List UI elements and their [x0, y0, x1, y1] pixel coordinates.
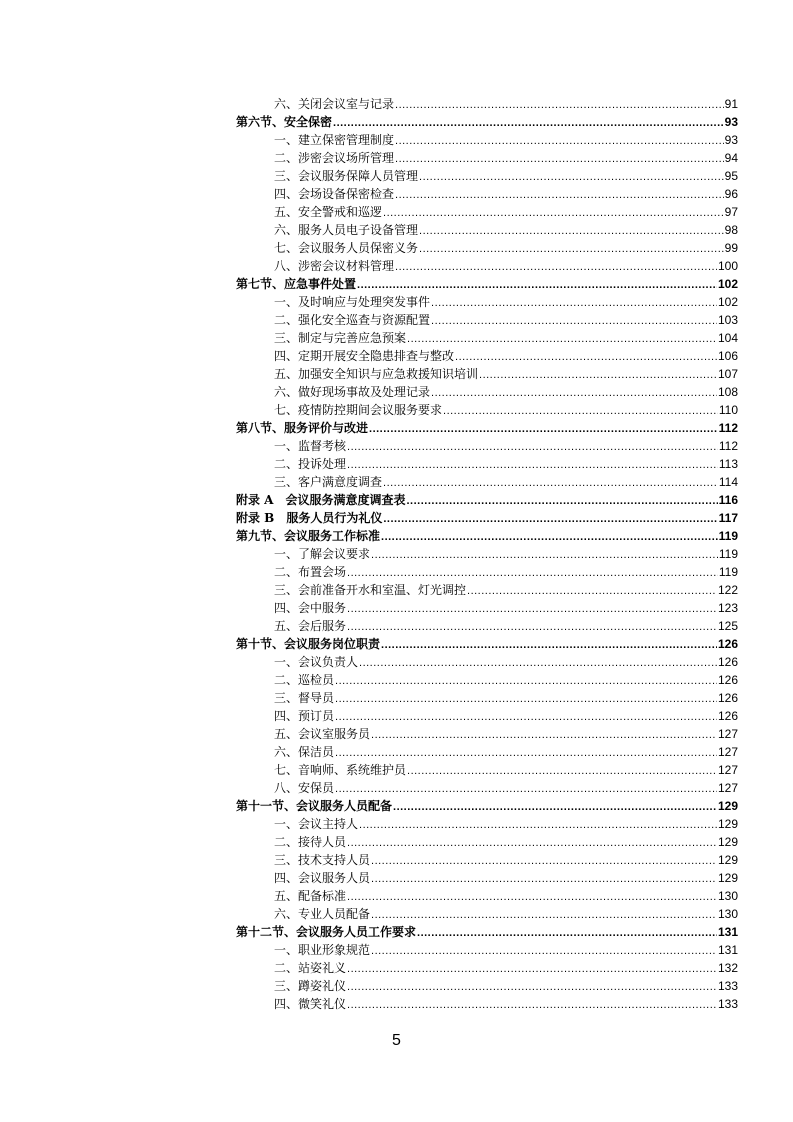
toc-entry-page: 130 — [717, 889, 738, 903]
toc-entry-label: 七、疫情防控期间会议服务要求 — [274, 403, 443, 417]
toc-section-entry[interactable] — [236, 419, 738, 437]
toc-entry-page: 132 — [717, 961, 738, 975]
toc-leader-dots — [393, 798, 717, 816]
toc-entry-label: 二、巡检员 — [274, 673, 335, 687]
toc-entry-page: 98 — [724, 223, 738, 237]
toc-leader-dots — [479, 366, 717, 384]
toc-entry-label: 四、定期开展安全隐患排查与整改 — [274, 349, 455, 363]
toc-entry-page: 91 — [724, 97, 738, 111]
toc-entry-label: 三、技术支持人员 — [274, 853, 371, 867]
toc-section-entry[interactable] — [236, 797, 738, 815]
toc-subsection-entry[interactable] — [236, 815, 738, 833]
toc-subsection-entry[interactable] — [236, 707, 738, 725]
toc-entry-label: 第十二节、会议服务人员工作要求 — [236, 925, 417, 939]
toc-entry-page: 114 — [718, 475, 738, 489]
toc-entry-page: 119 — [718, 565, 738, 579]
toc-entry-label: 六、做好现场事故及处理记录 — [274, 385, 431, 399]
toc-entry-label: 七、会议服务人员保密义务 — [274, 241, 419, 255]
page-number: 5 — [392, 1032, 401, 1049]
toc-entry-page: 106 — [717, 349, 738, 363]
toc-leader-dots — [395, 186, 724, 204]
toc-subsection-entry[interactable] — [236, 959, 738, 977]
toc-entry-page: 130 — [717, 907, 738, 921]
toc-section-entry[interactable] — [236, 527, 738, 545]
toc-subsection-entry[interactable] — [236, 203, 738, 221]
toc-entry-page: 127 — [717, 781, 738, 795]
toc-subsection-entry[interactable] — [236, 833, 738, 851]
toc-subsection-entry[interactable] — [236, 401, 738, 419]
toc-subsection-entry[interactable] — [236, 383, 738, 401]
toc-entry-page: 93 — [724, 133, 738, 147]
toc-leader-dots — [383, 204, 724, 222]
toc-entry-label: 二、投诉处理 — [274, 457, 347, 471]
toc-entry-page: 116 — [718, 493, 738, 507]
toc-subsection-entry[interactable] — [236, 905, 738, 923]
toc-entry-page: 122 — [717, 583, 738, 597]
toc-entry-label: 七、音响师、系统维护员 — [274, 763, 407, 777]
toc-entry-page: 102 — [717, 277, 738, 291]
toc-leader-dots — [359, 654, 717, 672]
toc-leader-dots — [371, 942, 717, 960]
toc-leader-dots — [347, 834, 717, 852]
toc-entry-page: 133 — [717, 997, 738, 1011]
toc-leader-dots — [347, 618, 717, 636]
toc-leader-dots — [357, 276, 717, 294]
toc-subsection-entry[interactable] — [236, 293, 738, 311]
toc-entry-label: 五、加强安全知识与应急救援知识培训 — [274, 367, 479, 381]
toc-leader-dots — [467, 582, 717, 600]
toc-subsection-entry[interactable] — [236, 779, 738, 797]
toc-subsection-entry[interactable] — [236, 185, 738, 203]
toc-leader-dots — [335, 672, 717, 690]
toc-leader-dots — [431, 312, 717, 330]
toc-leader-dots — [383, 510, 717, 528]
toc-entry-label: 四、会议服务人员 — [274, 871, 371, 885]
toc-leader-dots — [431, 384, 717, 402]
toc-subsection-entry[interactable] — [236, 977, 738, 995]
toc-entry-page: 104 — [717, 331, 738, 345]
toc-leader-dots — [395, 96, 724, 114]
toc-subsection-entry[interactable] — [236, 257, 738, 275]
toc-entry-label: 四、会中服务 — [274, 601, 347, 615]
toc-entry-label: 附录 A 会议服务满意度调查表 — [236, 493, 406, 507]
toc-entry-label: 三、会议服务保障人员管理 — [274, 169, 419, 183]
toc-subsection-entry[interactable] — [236, 851, 738, 869]
toc-entry-label: 六、保洁员 — [274, 745, 335, 759]
toc-subsection-entry[interactable] — [236, 365, 738, 383]
toc-entry-label: 三、蹲姿礼仪 — [274, 979, 347, 993]
toc-entry-label: 第九节、会议服务工作标准 — [236, 529, 381, 543]
toc-entry-label: 一、建立保密管理制度 — [274, 133, 395, 147]
toc-entry-label: 三、会前准备开水和室温、灯光调控 — [274, 583, 467, 597]
toc-entry-page: 113 — [718, 457, 738, 471]
toc-subsection-entry[interactable] — [236, 455, 738, 473]
toc-subsection-entry[interactable] — [236, 725, 738, 743]
toc-leader-dots — [371, 852, 717, 870]
toc-subsection-entry[interactable] — [236, 239, 738, 257]
toc-entry-label: 二、站姿礼义 — [274, 961, 347, 975]
toc-entry-page: 95 — [724, 169, 738, 183]
toc-subsection-entry[interactable] — [236, 941, 738, 959]
toc-leader-dots — [383, 474, 718, 492]
toc-entry-page: 99 — [724, 241, 738, 255]
toc-leader-dots — [395, 258, 717, 276]
toc-entry-page: 133 — [717, 979, 738, 993]
toc-entry-page: 96 — [724, 187, 738, 201]
toc-leader-dots — [347, 438, 718, 456]
toc-subsection-entry[interactable] — [236, 617, 738, 635]
toc-entry-page: 119 — [718, 547, 738, 561]
toc-entry-label: 五、会后服务 — [274, 619, 347, 633]
toc-entry-page: 119 — [718, 529, 738, 543]
toc-entry-page: 127 — [717, 745, 738, 759]
toc-leader-dots — [431, 294, 717, 312]
toc-entry-label: 附录 B 服务人员行为礼仪 — [236, 511, 383, 525]
toc-leader-dots — [333, 114, 724, 132]
toc-entry-label: 一、了解会议要求 — [274, 547, 371, 561]
toc-entry-page: 94 — [724, 151, 738, 165]
toc-entry-label: 第十节、会议服务岗位职责 — [236, 637, 381, 651]
toc-entry-label: 一、监督考核 — [274, 439, 347, 453]
toc-entry-label: 三、客户满意度调查 — [274, 475, 383, 489]
toc-entry-page: 129 — [717, 853, 738, 867]
toc-entry-label: 第八节、服务评价与改进 — [236, 421, 369, 435]
toc-leader-dots — [381, 528, 718, 546]
toc-entry-label: 六、关闭会议室与记录 — [274, 97, 395, 111]
toc-subsection-entry[interactable] — [236, 347, 738, 365]
toc-entry-page: 93 — [724, 115, 738, 129]
toc-leader-dots — [371, 870, 717, 888]
toc-entry-label: 二、接待人员 — [274, 835, 347, 849]
toc-entry-label: 第六节、安全保密 — [236, 115, 333, 129]
toc-section-entry[interactable] — [236, 509, 738, 527]
toc-entry-page: 126 — [717, 655, 738, 669]
toc-subsection-entry[interactable] — [236, 437, 738, 455]
toc-entry-page: 123 — [717, 601, 738, 615]
toc-subsection-entry[interactable] — [236, 581, 738, 599]
toc-leader-dots — [359, 816, 717, 834]
toc-entry-page: 100 — [717, 259, 738, 273]
toc-leader-dots — [381, 636, 717, 654]
toc-entry-page: 112 — [718, 439, 738, 453]
toc-entry-page: 131 — [717, 943, 738, 957]
toc-subsection-entry[interactable] — [236, 473, 738, 491]
toc-subsection-entry[interactable] — [236, 761, 738, 779]
toc-entry-label: 三、制定与完善应急预案 — [274, 331, 407, 345]
toc-entry-page: 125 — [717, 619, 738, 633]
toc-section-entry[interactable] — [236, 635, 738, 653]
toc-entry-page: 129 — [717, 835, 738, 849]
toc-subsection-entry[interactable] — [236, 689, 738, 707]
toc-entry-page: 108 — [717, 385, 738, 399]
toc-subsection-entry[interactable] — [236, 95, 738, 113]
toc-subsection-entry[interactable] — [236, 599, 738, 617]
toc-leader-dots — [407, 492, 718, 510]
toc-leader-dots — [395, 150, 724, 168]
toc-leader-dots — [443, 402, 718, 420]
toc-leader-dots — [347, 456, 718, 474]
toc-subsection-entry[interactable] — [236, 887, 738, 905]
toc-entry-label: 一、会议主持人 — [274, 817, 359, 831]
toc-entry-page: 126 — [717, 691, 738, 705]
toc-entry-page: 131 — [717, 925, 738, 939]
toc-leader-dots — [335, 780, 717, 798]
toc-leader-dots — [347, 600, 717, 618]
toc-leader-dots — [395, 132, 724, 150]
toc-subsection-entry[interactable] — [236, 221, 738, 239]
toc-leader-dots — [419, 222, 724, 240]
toc-entry-label: 六、专业人员配备 — [274, 907, 371, 921]
table-of-contents — [236, 95, 738, 1013]
toc-leader-dots — [347, 888, 717, 906]
toc-entry-page: 103 — [717, 313, 738, 327]
toc-leader-dots — [417, 924, 717, 942]
toc-section-entry[interactable] — [236, 113, 738, 131]
toc-subsection-entry[interactable] — [236, 563, 738, 581]
toc-leader-dots — [371, 906, 717, 924]
toc-entry-label: 八、涉密会议材料管理 — [274, 259, 395, 273]
toc-leader-dots — [347, 996, 717, 1014]
toc-entry-page: 117 — [718, 511, 738, 525]
toc-leader-dots — [419, 240, 724, 258]
toc-entry-label: 二、强化安全巡查与资源配置 — [274, 313, 431, 327]
toc-entry-page: 127 — [717, 763, 738, 777]
toc-section-entry[interactable] — [236, 923, 738, 941]
toc-entry-label: 二、布置会场 — [274, 565, 347, 579]
toc-entry-page: 126 — [717, 709, 738, 723]
toc-entry-label: 八、安保员 — [274, 781, 335, 795]
toc-entry-label: 一、及时响应与处理突发事件 — [274, 295, 431, 309]
toc-entry-page: 102 — [717, 295, 738, 309]
toc-leader-dots — [455, 348, 717, 366]
toc-subsection-entry[interactable] — [236, 329, 738, 347]
toc-entry-page: 129 — [717, 799, 738, 813]
toc-entry-label: 五、会议室服务员 — [274, 727, 371, 741]
toc-entry-label: 五、安全警戒和巡逻 — [274, 205, 383, 219]
toc-entry-label: 四、预订员 — [274, 709, 335, 723]
toc-leader-dots — [335, 708, 717, 726]
toc-subsection-entry[interactable] — [236, 671, 738, 689]
toc-subsection-entry[interactable] — [236, 869, 738, 887]
toc-subsection-entry[interactable] — [236, 653, 738, 671]
toc-subsection-entry[interactable] — [236, 167, 738, 185]
toc-entry-page: 129 — [717, 871, 738, 885]
toc-entry-page: 112 — [718, 421, 738, 435]
toc-leader-dots — [335, 744, 717, 762]
toc-leader-dots — [407, 330, 717, 348]
toc-entry-label: 五、配备标准 — [274, 889, 347, 903]
toc-subsection-entry[interactable] — [236, 545, 738, 563]
toc-leader-dots — [369, 420, 718, 438]
toc-leader-dots — [407, 762, 717, 780]
toc-entry-label: 第七节、应急事件处置 — [236, 277, 357, 291]
toc-entry-page: 107 — [717, 367, 738, 381]
toc-leader-dots — [347, 564, 718, 582]
toc-leader-dots — [347, 978, 717, 996]
toc-entry-label: 四、会场设备保密检查 — [274, 187, 395, 201]
toc-leader-dots — [371, 546, 718, 564]
toc-leader-dots — [371, 726, 717, 744]
toc-entry-label: 六、服务人员电子设备管理 — [274, 223, 419, 237]
toc-entry-label: 一、会议负责人 — [274, 655, 359, 669]
toc-subsection-entry[interactable] — [236, 311, 738, 329]
toc-entry-label: 一、职业形象规范 — [274, 943, 371, 957]
toc-subsection-entry[interactable] — [236, 995, 738, 1013]
toc-subsection-entry[interactable] — [236, 743, 738, 761]
toc-subsection-entry[interactable] — [236, 131, 738, 149]
toc-leader-dots — [335, 690, 717, 708]
toc-leader-dots — [419, 168, 724, 186]
toc-entry-label: 二、涉密会议场所管理 — [274, 151, 395, 165]
toc-entry-page: 126 — [717, 673, 738, 687]
toc-entry-page: 110 — [718, 403, 738, 417]
toc-entry-page: 126 — [717, 637, 738, 651]
toc-entry-label: 三、督导员 — [274, 691, 335, 705]
toc-entry-label: 四、微笑礼仪 — [274, 997, 347, 1011]
toc-entry-page: 127 — [717, 727, 738, 741]
toc-section-entry[interactable] — [236, 275, 738, 293]
toc-subsection-entry[interactable] — [236, 149, 738, 167]
toc-entry-page: 129 — [717, 817, 738, 831]
toc-leader-dots — [347, 960, 717, 978]
toc-entry-page: 97 — [724, 205, 738, 219]
toc-entry-label: 第十一节、会议服务人员配备 — [236, 799, 393, 813]
toc-section-entry[interactable] — [236, 491, 738, 509]
